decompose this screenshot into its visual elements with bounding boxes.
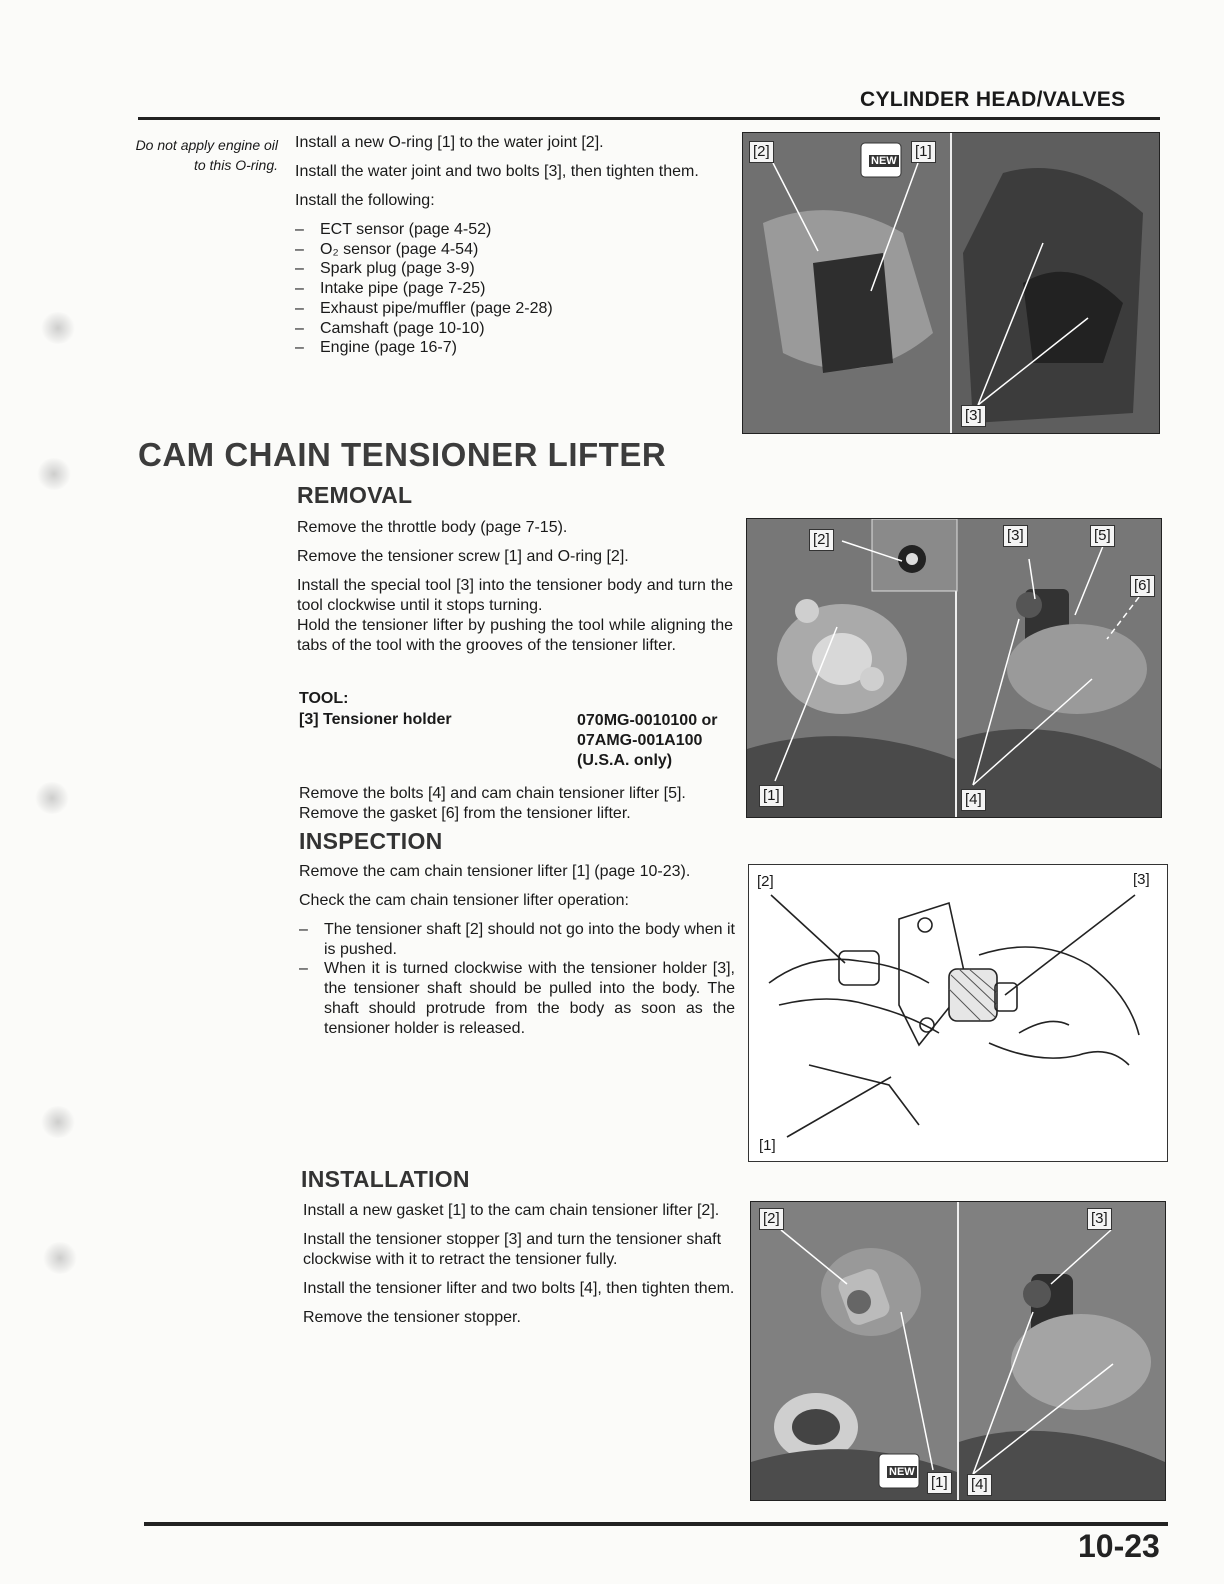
callout-label: [6] [1130,575,1155,597]
list-item: – O₂ sensor (page 4-54) [295,240,731,260]
installation-heading: INSTALLATION [301,1166,470,1192]
callout-label: [2] [757,873,774,890]
paragraph: Install the tensioner stopper [3] and turn the tensioner shaft clockwise with it to retract the tensioner fully. [303,1231,722,1268]
callout-label: [1] [759,785,784,807]
photo-illustration [743,133,1159,433]
paragraph: Remove the throttle body (page 7-15). [297,519,568,536]
tool-part-numbers [577,711,718,771]
paragraph: Install a new O-ring [1] to the water joint [2]. [295,134,604,151]
paragraph: Remove the tensioner screw [1] and O-ring [2]. [297,548,629,565]
paragraph: Install the tensioner lifter and two bolts [4], then tighten them. [303,1280,735,1297]
new-part-icon: NEW [871,155,897,167]
paragraph: Remove the cam chain tensioner lifter [1] (page 10-23). [299,863,691,880]
callout-label: [3] [1003,525,1028,547]
tool-part-number: 07AMG-001A100 [577,732,703,749]
paragraph: Remove the tensioner stopper. [303,1309,521,1326]
callout-label: [2] [809,529,834,551]
list-item: – The tensioner shaft [2] should not go into the body when it is pushed. [299,920,735,959]
list-item: – When it is turned clockwise with the tensioner holder [3], the tensioner shaft should be pulled into the body. The shaft should protrude from the body as soon as the tensioner holder is released. [299,959,735,1038]
callout-label: [1] [911,141,936,163]
section-header: CYLINDER HEAD/VALVES [860,88,1126,111]
installation-instructions [303,1201,739,1337]
scan-speck [36,458,72,490]
list-item: – Engine (page 16-7) [295,338,731,358]
tensioner-installation-photo [750,1201,1166,1501]
list-item: – Spark plug (page 3-9) [295,259,731,279]
photo-illustration [751,1202,1165,1500]
header-rule [138,117,1160,120]
tool-part-number: 070MG-0010100 or [577,712,718,729]
removal-instructions [297,518,733,665]
callout-label: [2] [759,1208,784,1230]
callout-label: [4] [967,1474,992,1496]
scan-speck [34,782,70,814]
list-item: – ECT sensor (page 4-52) [295,220,731,240]
page-number: 10-23 [1078,1528,1160,1564]
callout-label: [3] [1133,871,1150,888]
new-part-icon: NEW [889,1466,915,1478]
list-item: – Camshaft (page 10-10) [295,319,731,339]
photo-illustration [747,519,1161,817]
tensioner-inspection-drawing [748,864,1168,1162]
paragraph: Install the following: [295,192,435,209]
line-drawing [749,865,1167,1161]
list-item: – Intake pipe (page 7-25) [295,279,731,299]
paragraph: Remove the bolts [4] and cam chain tensioner lifter [5]. [299,785,686,802]
install-list [295,220,731,358]
tool-heading: TOOL: [299,690,349,707]
tool-name: [3] Tensioner holder [299,711,452,728]
side-note: Do not apply engine oil to this O-ring. [135,137,278,173]
callout-label: [2] [749,141,774,163]
tensioner-removal-photo [746,518,1162,818]
scan-speck [40,312,76,344]
callout-label: [5] [1090,525,1115,547]
list-item: – Exhaust pipe/muffler (page 2-28) [295,299,731,319]
inspection-list [299,920,735,1038]
inspection-instructions [299,862,735,1038]
paragraph: Install the special tool [3] into the tensioner body and turn the tool clockwise until it stops turning. [297,577,733,614]
tool-part-number: (U.S.A. only) [577,752,673,769]
scan-speck [40,1106,76,1138]
callout-label: [4] [961,789,986,811]
callout-label: [1] [927,1472,952,1494]
scan-speck [42,1242,78,1274]
page-title: CAM CHAIN TENSIONER LIFTER [138,436,667,473]
paragraph: Remove the gasket [6] from the tensioner lifter. [299,805,631,822]
callout-label: [1] [759,1137,776,1154]
water-joint-photo [742,132,1160,434]
inspection-heading: INSPECTION [299,828,443,854]
water-joint-instructions [295,133,731,358]
removal-heading: REMOVAL [297,482,413,508]
paragraph: Hold the tensioner lifter by pushing the tool while aligning the tabs of the tool with the grooves of the tensioner lifter. [297,617,733,654]
paragraph: Install a new gasket [1] to the cam chain tensioner lifter [2]. [303,1202,720,1219]
footer-rule [144,1522,1168,1526]
removal-final-steps [299,784,739,824]
paragraph: Check the cam chain tensioner lifter operation: [299,892,629,909]
callout-label: [3] [961,405,986,427]
paragraph: Install the water joint and two bolts [3], then tighten them. [295,163,699,180]
callout-label: [3] [1087,1208,1112,1230]
